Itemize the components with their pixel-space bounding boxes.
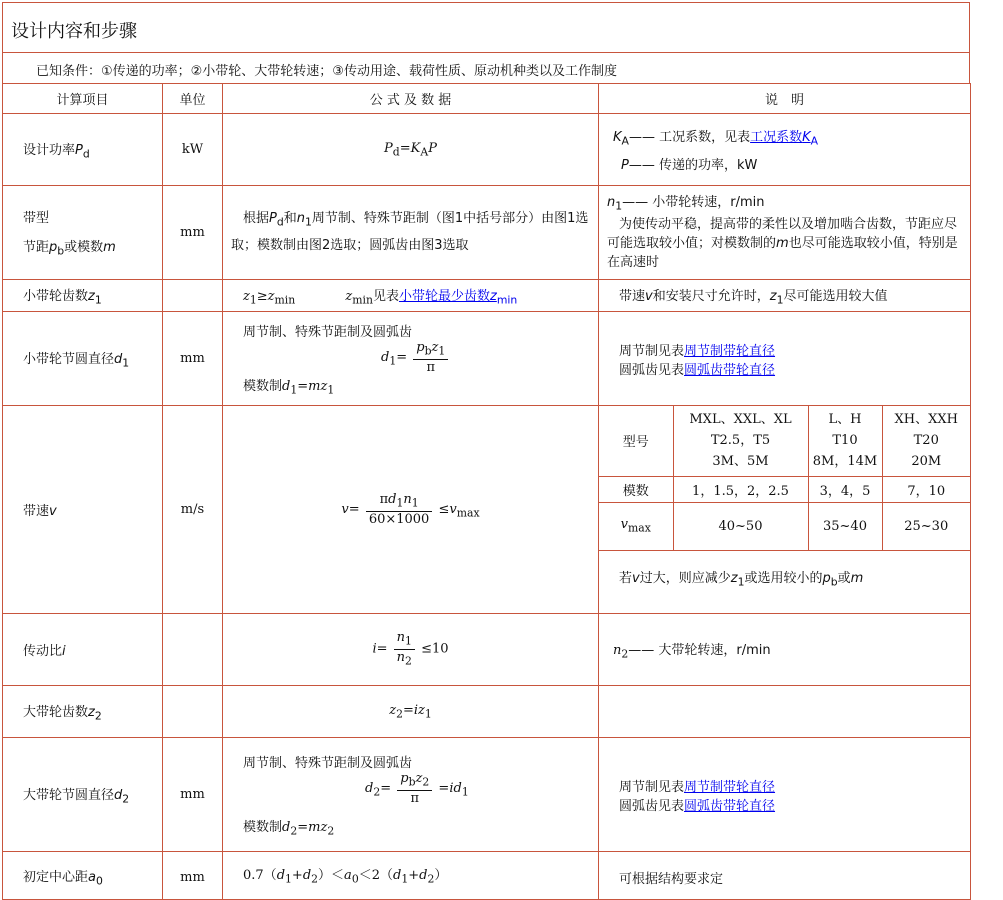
note-transmission-ratio: $n_2——$ 大带轮转速，r/min [599,614,971,686]
sub-label-module: 模数 [599,476,673,502]
design-page [2,2,970,900]
row-design-power [3,114,971,186]
formula-small-pulley-teeth: $z_1\ge z_{min}$ $z_{min}$见表小带轮最少齿数$z_{min}$ [223,280,599,312]
link-arc-tooth-diameter-table[interactable]: 圆弧齿带轮直径 [684,362,776,378]
row-transmission-ratio [3,614,971,686]
header-formula: 公 式 及 数 据 [223,84,599,114]
item-large-pulley-teeth: 大带轮齿数$z_2$ [3,686,163,738]
unit-design-power: kW [163,114,223,186]
sub-module-3: 7，10 [882,476,970,502]
sub-vmax-1: 40~50 [673,502,808,550]
fraction-d1: $\frac{p_bz_1}{\pi}$ [413,340,448,375]
sub-row-vmax [599,502,970,550]
note-small-pulley-teeth: 带速v和安装尺寸允许时，$z_1$尽可能选用较大值 [599,280,971,312]
fraction-ratio: $\frac{n_1}{n_2}$ [394,630,415,668]
formula-large-pulley-diameter: 周节制、特殊节距制及圆弧齿 $d_2=$ $\frac{p_bz_2}{\pi}$ $=id_1$ 模数制$d_2=mz_2$ [223,738,599,852]
note-belt-speed [599,406,971,614]
unit-large-pulley-teeth [163,686,223,738]
sub-model-group-2: L、H T10 8M，14M [808,406,882,476]
formula-small-pulley-diameter: 周节制、特殊节距制及圆弧齿 $d_1=$ $\frac{p_bz_1}{\pi}$ 模数制$d_1=mz_1$ [223,312,599,406]
unit-large-pulley-diameter: mm [163,738,223,852]
fraction-speed: $\frac{\pi d_1n_1}{60\times 1000}$ [366,492,433,527]
note-center-distance: 可根据结构要求定 [599,852,971,900]
row-large-pulley-diameter [3,738,971,852]
unit-small-pulley-diameter: mm [163,312,223,406]
row-belt-speed [3,406,971,614]
note-small-pulley-diameter: 周节制见表周节制带轮直径 圆弧齿见表圆弧齿带轮直径 [599,312,971,406]
unit-belt-type: mm [163,186,223,280]
row-large-pulley-teeth [3,686,971,738]
row-small-pulley-teeth [3,280,971,312]
note-design-power: $K_A——$ 工况系数，见表工况系数$K_A$ P—— 传递的功率，kW [599,114,971,186]
unit-belt-speed: m/s [163,406,223,614]
formula-large-pulley-teeth: $z_2=iz_1$ [223,686,599,738]
header-note: 说 明 [599,84,971,114]
speed-note: 若v过大，则应减少$z_1$或选用较小的$p_b$或m [619,570,864,589]
known-conditions: 已知条件：①传递的功率；②小带轮、大带轮转速；③传动用途、载荷性质、原动机种类以及工作制度 [2,52,970,83]
sub-vmax-3: 25~30 [882,502,970,550]
header-row [3,84,971,114]
item-transmission-ratio: 传动比i [3,614,163,686]
formula-belt-type: 根据$P_d$和$n_1$周节制、特殊节距制（图1中括号部分）由图1选取；模数制由图2选取；圆弧齿由图3选取 [223,186,599,280]
item-belt-speed: 带速v [3,406,163,614]
formula-transmission-ratio: i= $\frac{n_1}{n_2}$ ≤10 [223,614,599,686]
note-belt-type: $n_1——$ 小带轮转速，r/min 为使传动平稳，提高带的柔性以及增加啮合齿数，节距应尽可能选取较小值；对模数制的m也尽可能选取较小值，特别是在高速时 [599,186,971,280]
sub-model-group-3: XH、XXH T20 20M [882,406,970,476]
row-small-pulley-diameter [3,312,971,406]
formula-design-power: $P_d=K_AP$ [223,114,599,186]
item-small-pulley-teeth: 小带轮齿数$z_1$ [3,280,163,312]
unit-center-distance: mm [163,852,223,900]
link-pitch-diameter-table[interactable]: 周节制带轮直径 [684,343,776,359]
item-center-distance: 初定中心距$a_0$ [3,852,163,900]
unit-transmission-ratio [163,614,223,686]
sub-module-2: 3，4，5 [808,476,882,502]
design-table [2,83,971,900]
sub-module-1: 1，1.5，2，2.5 [673,476,808,502]
formula-center-distance: $0.7(d_1+d_2)<a_0<2(d_1+d_2)$ [223,852,599,900]
item-belt-type: 带型 节距$p_b$或模数m [3,186,163,280]
sub-vmax-2: 35~40 [808,502,882,550]
fraction-d2: $\frac{p_bz_2}{\pi}$ [397,771,432,806]
note-large-pulley-diameter: 周节制见表周节制带轮直径 圆弧齿见表圆弧齿带轮直径 [599,738,971,852]
item-small-pulley-diameter: 小带轮节圆直径$d_1$ [3,312,163,406]
item-design-power: 设计功率$P_d$ [3,114,163,186]
link-arc-tooth-diameter-table-2[interactable]: 圆弧齿带轮直径 [684,798,776,814]
sub-label-model: 型号 [599,406,673,476]
row-belt-type [3,186,971,280]
note-large-pulley-teeth [599,686,971,738]
link-pitch-diameter-table-2[interactable]: 周节制带轮直径 [684,779,776,795]
header-item: 计算项目 [3,84,163,114]
speed-limit-table [599,406,970,551]
page-title: 设计内容和步骤 [2,2,970,52]
link-work-factor[interactable]: 工况系数$K_A$ [750,130,819,148]
unit-small-pulley-teeth [163,280,223,312]
sub-model-group-1: MXL、XXL、XL T2.5，T5 3M、5M [673,406,808,476]
sub-row-model [599,406,970,476]
header-unit: 单位 [163,84,223,114]
sub-label-vmax: $v_{max}$ [599,502,673,550]
sub-row-module [599,476,970,502]
link-min-teeth[interactable]: 小带轮最少齿数$z_{min}$ [398,288,518,307]
row-center-distance [3,852,971,900]
formula-belt-speed: v= $\frac{\pi d_1n_1}{60\times 1000}$ $\le v_{max}$ [223,406,599,614]
item-large-pulley-diameter: 大带轮节圆直径$d_2$ [3,738,163,852]
